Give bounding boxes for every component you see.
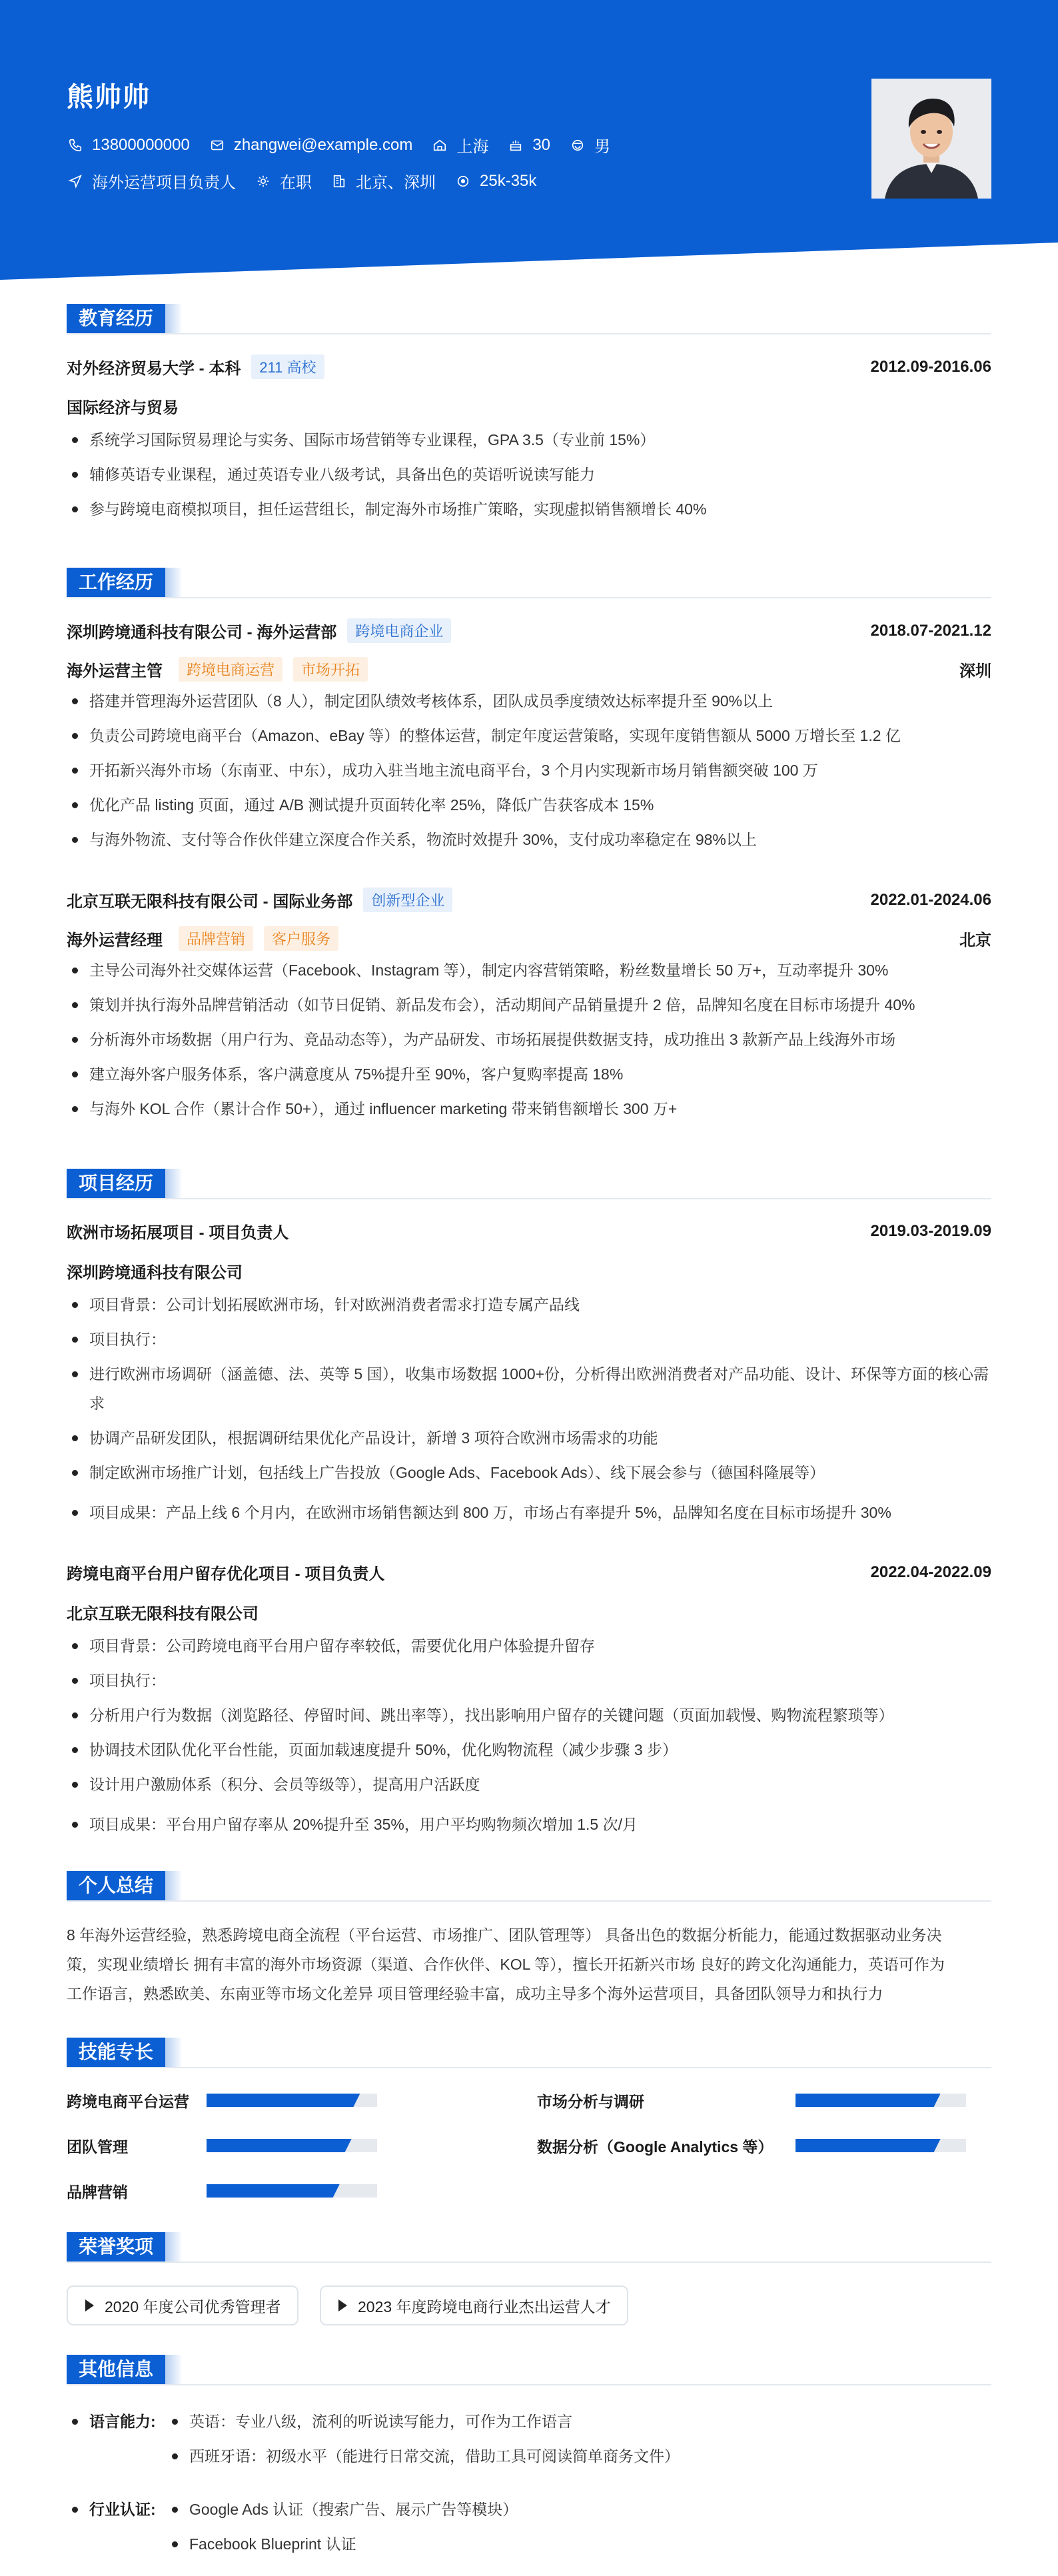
list-item: 项目执行： bbox=[67, 1322, 991, 1357]
cert-list bbox=[167, 2492, 991, 2561]
job-role-row bbox=[67, 926, 991, 951]
list-item: 优化产品 listing 页面，通过 A/B 测试提升页面转化率 25%，降低广告获客成本 15% bbox=[67, 788, 991, 822]
skill-bar-fill bbox=[795, 2139, 941, 2152]
skill-item bbox=[67, 2090, 189, 2112]
job-role-row bbox=[67, 657, 991, 682]
section-tag: 工作经历 bbox=[67, 568, 165, 597]
avatar bbox=[871, 79, 991, 199]
section-tag-tail bbox=[163, 2038, 183, 2067]
job-intent-row bbox=[67, 169, 555, 193]
list-item: Google Ads 认证（搜索广告、展示广告等模块） bbox=[167, 2492, 991, 2527]
list-item: 协调产品研发团队，根据调研结果优化产品设计，新增 3 项符合欧洲市场需求的功能 bbox=[67, 1421, 991, 1455]
section-divider bbox=[67, 1198, 991, 1199]
section-tag-tail bbox=[163, 2355, 183, 2384]
company-badge: 创新型企业 bbox=[363, 888, 452, 912]
awards-title bbox=[67, 2232, 991, 2261]
section-divider bbox=[67, 1900, 991, 1902]
award-label: 2023 年度跨境电商行业杰出运营人才 bbox=[358, 2297, 611, 2315]
list-item: 协调技术团队优化平台性能，页面加载速度提升 50%，优化购物流程（减少步骤 3 步） bbox=[67, 1732, 991, 1767]
awards-list bbox=[67, 2285, 991, 2327]
job-role: 海外运营经理 bbox=[67, 932, 163, 950]
skill-name: 市场分析与调研 bbox=[537, 2093, 644, 2110]
gender-icon bbox=[569, 137, 586, 154]
play-icon bbox=[85, 2299, 94, 2311]
list-item: 与海外 KOL 合作（累计合作 50+），通过 influencer marketing 带来销售额增长 300 万+ bbox=[67, 1091, 991, 1126]
target-city-text: 北京、深圳 bbox=[356, 174, 436, 192]
summary-line: 工作语言，熟悉欧美、东南亚等市场文化差异 项目管理经验丰富，成功主导多个海外运营项目，具备团队领导力和执行力 bbox=[67, 1985, 883, 2002]
summary-line: 8 年海外运营经验，熟悉跨境电商全流程（平台运营、市场推广、团队管理等） 具备出色的数据分析能力，能通过数据驱动业务决 bbox=[67, 1926, 942, 1944]
resume-header bbox=[0, 0, 1058, 280]
salary-icon bbox=[454, 173, 472, 190]
project-company: 北京互联无限科技有限公司 bbox=[67, 1605, 259, 1623]
skill-bar bbox=[795, 2094, 966, 2107]
list-item: 策划并执行海外品牌营销活动（如节日促销、新品发布会），活动期间产品销量提升 2 倍，品牌知名度在目标市场提升 40% bbox=[67, 987, 991, 1022]
job-header-row bbox=[67, 618, 991, 643]
section-tag: 荣誉奖项 bbox=[67, 2232, 165, 2261]
project-header-row bbox=[67, 1561, 991, 1584]
award-item bbox=[67, 2285, 298, 2325]
age-item bbox=[507, 136, 550, 155]
list-item: 系统学习国际贸易理论与实务、国际市场营销等专业课程，GPA 3.5（专业前 15%） bbox=[67, 422, 991, 457]
section-tag: 个人总结 bbox=[67, 1871, 165, 1900]
education-date: 2012.09-2016.06 bbox=[870, 357, 991, 376]
summary-line: 策，实现业绩增长 拥有丰富的海外市场资源（渠道、合作伙伴、KOL 等），擅长开拓新兴市场 良好的跨文化沟通能力，英语可作为 bbox=[67, 1956, 945, 1973]
summary-text bbox=[67, 1920, 991, 2008]
list-item: 项目背景：公司跨境电商平台用户留存率较低，需要优化用户体验提升留存 bbox=[67, 1628, 991, 1663]
job-tag: 市场开拓 bbox=[293, 657, 368, 682]
job-tag: 品牌营销 bbox=[179, 926, 253, 951]
award-label: 2020 年度公司优秀管理者 bbox=[105, 2297, 281, 2315]
skill-bar-fill bbox=[207, 2184, 340, 2198]
gender-text: 男 bbox=[594, 138, 611, 156]
salary-item bbox=[454, 172, 536, 191]
position-text: 海外运营项目负责人 bbox=[92, 174, 236, 192]
work-title bbox=[67, 568, 991, 597]
projects-title bbox=[67, 1169, 991, 1198]
project-name: 跨境电商平台用户留存优化项目 - 项目负责人 bbox=[67, 1565, 385, 1583]
education-section bbox=[67, 304, 991, 518]
section-divider bbox=[67, 2384, 991, 2385]
school-row bbox=[67, 354, 991, 379]
skills-title bbox=[67, 2038, 991, 2067]
job-tag: 客户服务 bbox=[264, 926, 338, 951]
company-name: 北京互联无限科技有限公司 - 国际业务部 bbox=[67, 893, 353, 911]
project-header-row bbox=[67, 1219, 991, 1243]
section-divider bbox=[67, 597, 991, 598]
job-date: 2022.01-2024.06 bbox=[870, 890, 991, 909]
school-badge: 211 高校 bbox=[251, 354, 324, 379]
list-item: 分析用户行为数据（浏览路径、停留时间、跳出率等），找出影响用户留存的关键问题（页面加载慢、购物流程繁琐等） bbox=[67, 1698, 991, 1732]
age-text: 30 bbox=[532, 135, 551, 154]
section-divider bbox=[67, 2067, 991, 2068]
phone-item bbox=[67, 136, 190, 155]
salary-text: 25k-35k bbox=[480, 171, 537, 190]
status-text: 在职 bbox=[280, 174, 312, 192]
award-item bbox=[320, 2285, 628, 2325]
skill-bar-fill bbox=[207, 2139, 352, 2152]
language-list bbox=[167, 2404, 991, 2473]
project-date: 2019.03-2019.09 bbox=[870, 1221, 991, 1240]
play-icon bbox=[338, 2299, 347, 2311]
section-tag: 其他信息 bbox=[67, 2355, 165, 2384]
section-tag-tail bbox=[163, 304, 183, 333]
major-row bbox=[67, 394, 991, 418]
section-tag-tail bbox=[163, 1871, 183, 1900]
list-item: 主导公司海外社交媒体运营（Facebook、Instagram 等），制定内容营销策略，粉丝数量增长 50 万+，互动率提升 30% bbox=[67, 953, 991, 987]
list-item: 项目成果：产品上线 6 个月内，在欧洲市场销售额达到 800 万，市场占有率提升 5%，品牌知名度在目标市场提升 30% bbox=[67, 1495, 991, 1530]
list-item: 进行欧洲市场调研（涵盖德、法、英等 5 国），收集市场数据 1000+份，分析得出欧洲消费者对产品功能、设计、环保等方面的核心需求 bbox=[67, 1357, 991, 1421]
education-bullets bbox=[67, 422, 991, 526]
cert-label: 行业认证: bbox=[67, 2492, 240, 2527]
project-date: 2022.04-2022.09 bbox=[870, 1563, 991, 1581]
gear-icon bbox=[255, 173, 272, 190]
list-item: 项目背景：公司计划拓展欧洲市场，针对欧洲消费者需求打造专属产品线 bbox=[67, 1287, 991, 1322]
skill-name: 团队管理 bbox=[67, 2138, 128, 2156]
email-text: zhangwei@example.com bbox=[233, 135, 413, 154]
building-icon bbox=[330, 173, 348, 190]
project-company: 深圳跨境通科技有限公司 bbox=[67, 1264, 243, 1282]
other-title bbox=[67, 2355, 991, 2384]
list-item: 建立海外客户服务体系，客户满意度从 75%提升至 90%，客户复购率提高 18% bbox=[67, 1057, 991, 1091]
awards-section bbox=[67, 2232, 991, 2315]
email-item bbox=[209, 136, 413, 155]
skill-bar-fill bbox=[795, 2094, 941, 2107]
phone-text: 13800000000 bbox=[92, 135, 190, 154]
skill-name: 数据分析（Google Analytics 等） bbox=[537, 2138, 774, 2156]
list-item: 设计用户激励体系（积分、会员等级等），提高用户活跃度 bbox=[67, 1767, 991, 1802]
list-item: 西班牙语：初级水平（能进行日常交流，借助工具可阅读简单商务文件） bbox=[167, 2439, 991, 2473]
list-item: 与海外物流、支付等合作伙伴建立深度合作关系，物流时效提升 30%，支付成功率稳定在 98%以上 bbox=[67, 822, 991, 857]
major-name: 国际经济与贸易 bbox=[67, 399, 179, 417]
contact-row bbox=[67, 133, 629, 157]
summary-section bbox=[67, 1871, 991, 2002]
skill-item bbox=[537, 2135, 773, 2157]
section-tag: 教育经历 bbox=[67, 304, 165, 333]
project-company-row bbox=[67, 1601, 991, 1624]
other-section bbox=[67, 2355, 991, 2553]
skill-name: 跨境电商平台运营 bbox=[67, 2093, 189, 2110]
company-name: 深圳跨境通科技有限公司 - 海外运营部 bbox=[67, 624, 337, 642]
cake-icon bbox=[507, 137, 524, 154]
language-label: 语言能力: bbox=[67, 2404, 240, 2439]
skill-name: 品牌营销 bbox=[67, 2184, 128, 2201]
section-divider bbox=[67, 2261, 991, 2263]
section-divider bbox=[67, 333, 991, 334]
job-header-row bbox=[67, 888, 991, 912]
section-tag: 技能专长 bbox=[67, 2038, 165, 2067]
list-item: 搭建并管理海外运营团队（8 人），制定团队绩效考核体系，团队成员季度绩效达标率提升至 90%以上 bbox=[67, 684, 991, 718]
job-location: 深圳 bbox=[959, 662, 991, 680]
skills-section bbox=[67, 2038, 991, 2201]
summary-title bbox=[67, 1871, 991, 1900]
list-item: 项目成果：平台用户留存率从 20%提升至 35%，用户平均购物频次增加 1.5 次/月 bbox=[67, 1807, 991, 1842]
list-item: 制定欧洲市场推广计划，包括线上广告投放（Google Ads、Facebook Ads）、线下展会参与（德国科隆展等） bbox=[67, 1455, 991, 1490]
skill-bar-fill bbox=[207, 2094, 360, 2107]
project-company-row bbox=[67, 1259, 991, 1283]
list-item: Facebook Blueprint 认证 bbox=[167, 2527, 991, 2561]
skill-item bbox=[67, 2135, 128, 2157]
list-item: 英语：专业八级，流利的听说读写能力，可作为工作语言 bbox=[167, 2404, 991, 2439]
job-role: 海外运营主管 bbox=[67, 662, 163, 680]
send-icon bbox=[67, 173, 84, 190]
project-bullets bbox=[67, 1287, 991, 1530]
status-item bbox=[255, 169, 312, 193]
job-date: 2018.07-2021.12 bbox=[870, 621, 991, 640]
job-bullets bbox=[67, 684, 991, 857]
education-title bbox=[67, 304, 991, 333]
candidate-name: 熊帅帅 bbox=[67, 83, 151, 112]
project-bullets bbox=[67, 1628, 991, 1842]
section-tag-tail bbox=[163, 2232, 183, 2261]
phone-icon bbox=[67, 137, 84, 154]
skill-item bbox=[537, 2090, 644, 2112]
skill-bar bbox=[207, 2184, 377, 2198]
section-tag-tail bbox=[163, 1169, 183, 1198]
gender-item bbox=[569, 133, 610, 157]
list-item: 辅修英语专业课程，通过英语专业八级考试，具备出色的英语听说读写能力 bbox=[67, 457, 991, 492]
position-item bbox=[67, 169, 236, 193]
company-badge: 跨境电商企业 bbox=[347, 618, 451, 643]
list-item: 参与跨境电商模拟项目，担任运营组长，制定海外市场推广策略，实现虚拟销售额增长 40% bbox=[67, 492, 991, 526]
city-item bbox=[431, 133, 488, 157]
home-icon bbox=[431, 137, 448, 154]
mail-icon bbox=[209, 137, 226, 154]
job-location: 北京 bbox=[959, 932, 991, 950]
section-tag-tail bbox=[163, 568, 183, 597]
target-city-item bbox=[330, 169, 436, 193]
projects-section bbox=[67, 1169, 991, 1833]
job-tag: 跨境电商运营 bbox=[179, 657, 282, 682]
list-item: 分析海外市场数据（用户行为、竞品动态等），为产品研发、市场拓展提供数据支持，成功推出 3 款新产品上线海外市场 bbox=[67, 1022, 991, 1057]
list-item: 负责公司跨境电商平台（Amazon、eBay 等）的整体运营，制定年度运营策略，实现年度销售额从 5000 万增长至 1.2 亿 bbox=[67, 718, 991, 753]
skill-item bbox=[67, 2180, 128, 2202]
list-item: 项目执行： bbox=[67, 1663, 991, 1698]
list-item: 开拓新兴海外市场（东南亚、中东），成功入驻当地主流电商平台，3 个月内实现新市场月销售额突破 100 万 bbox=[67, 753, 991, 788]
work-section bbox=[67, 568, 991, 1117]
skill-bar bbox=[795, 2139, 966, 2152]
school-name: 对外经济贸易大学 - 本科 bbox=[67, 360, 241, 378]
city-text: 上海 bbox=[456, 138, 489, 156]
project-name: 欧洲市场拓展项目 - 项目负责人 bbox=[67, 1224, 289, 1242]
skill-bar bbox=[207, 2139, 377, 2152]
skill-bar bbox=[207, 2094, 377, 2107]
job-bullets bbox=[67, 953, 991, 1126]
section-tag: 项目经历 bbox=[67, 1169, 165, 1198]
